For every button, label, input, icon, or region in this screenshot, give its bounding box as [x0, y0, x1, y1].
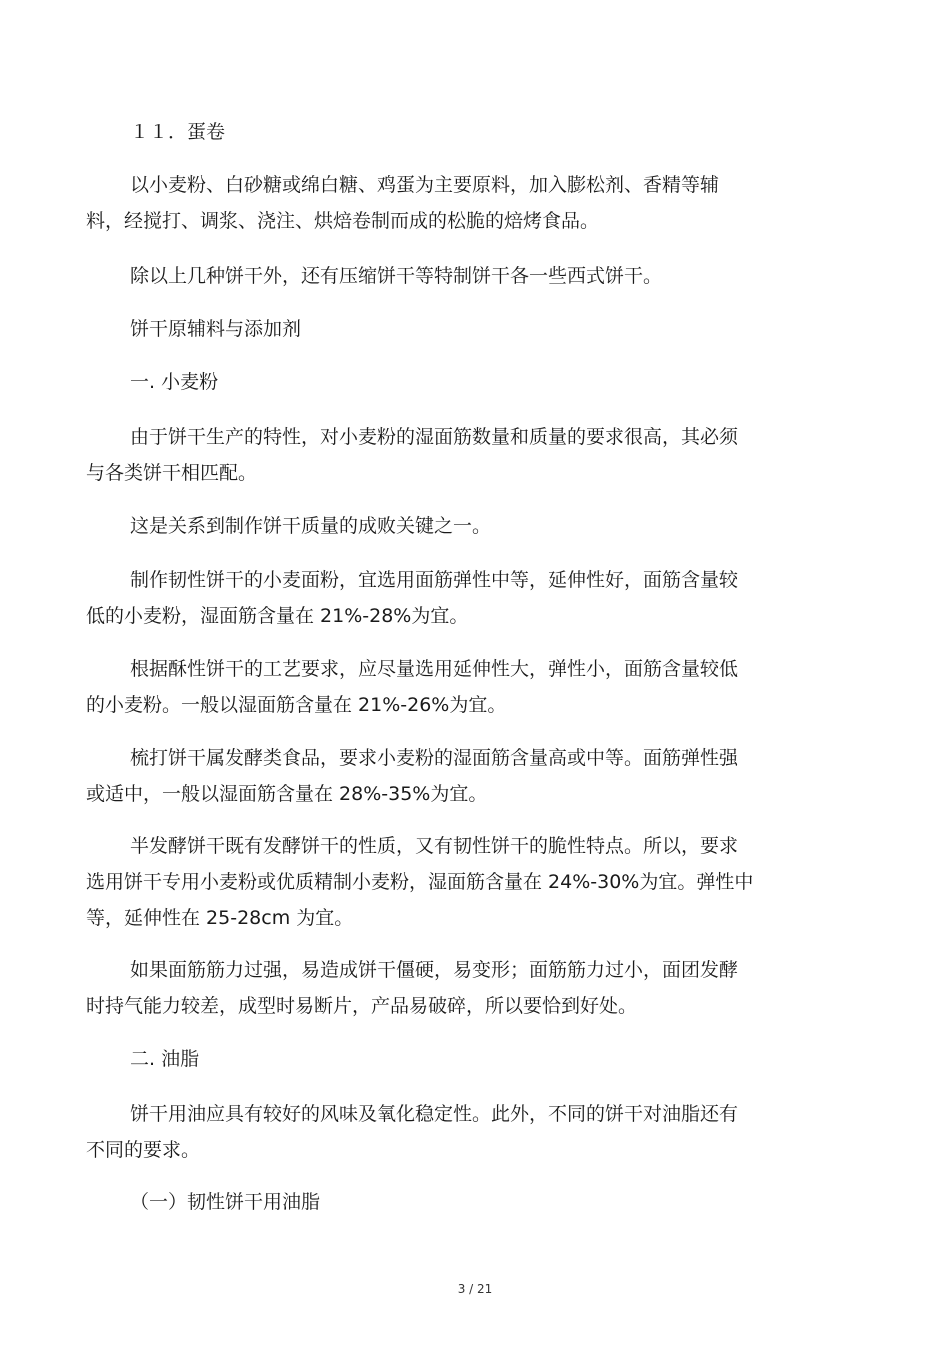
- paragraph-crisp-biscuit-flour: [86, 651, 846, 723]
- text-line: 如果面筋筋力过强，易造成饼干僵硬，易变形；面筋筋力过小，面团发酵: [130, 959, 739, 981]
- text-line: 选用饼干专用小麦粉或优质精制小麦粉，湿面筋含量在 24%-30%为宜。弹性中: [86, 871, 754, 893]
- paragraph-quality-key: [86, 508, 846, 544]
- text-line: 饼干用油应具有较好的风味及氧化稳定性。此外，不同的饼干对油脂还有: [130, 1103, 739, 1125]
- paragraph-tough-biscuit-flour: [86, 562, 846, 634]
- paragraph-flour-requirements: [86, 419, 846, 491]
- paragraph-other-biscuits: [86, 258, 846, 294]
- text-line: 与各类饼干相匹配。: [86, 462, 258, 484]
- text-line: 梳打饼干属发酵类食品，要求小麦粉的湿面筋含量高或中等。面筋弹性强: [130, 747, 739, 769]
- section-heading-ingredients: [86, 311, 846, 347]
- text-line: 二. 油脂: [130, 1048, 200, 1070]
- text-line: 这是关系到制作饼干质量的成败关键之一。: [130, 515, 492, 537]
- text-line: １１．蛋卷: [130, 121, 226, 143]
- text-line: 由于饼干生产的特性，对小麦粉的湿面筋数量和质量的要求很高，其必须: [130, 426, 739, 448]
- paragraph-gluten-strength: [86, 952, 846, 1024]
- text-line: 时持气能力较差，成型时易断片，产品易破碎，所以要恰到好处。: [86, 995, 638, 1017]
- page-number: 3 / 21: [457, 1282, 493, 1296]
- text-line: 半发酵饼干既有发酵饼干的性质，又有韧性饼干的脆性特点。所以，要求: [130, 835, 739, 857]
- section-heading-egg-roll: [86, 114, 846, 150]
- text-line: 或适中，一般以湿面筋含量在 28%-35%为宜。: [86, 783, 488, 805]
- text-line: （一）韧性饼干用油脂: [130, 1191, 321, 1213]
- text-line: 根据酥性饼干的工艺要求，应尽量选用延伸性大，弹性小，面筋含量较低: [130, 658, 739, 680]
- text-line: 一. 小麦粉: [130, 371, 219, 393]
- text-line: 不同的要求。: [86, 1139, 201, 1161]
- text-line: 饼干原辅料与添加剂: [130, 318, 302, 340]
- text-line: 制作韧性饼干的小麦面粉，宜选用面筋弹性中等，延伸性好，面筋含量较: [130, 569, 739, 591]
- text-line: 等，延伸性在 25-28cm 为宜。: [86, 907, 354, 929]
- text-line: 低的小麦粉，湿面筋含量在 21%-28%为宜。: [86, 605, 469, 627]
- text-line: 除以上几种饼干外，还有压缩饼干等特制饼干各一些西式饼干。: [130, 265, 663, 287]
- paragraph-semi-fermented-flour: [86, 828, 846, 936]
- text-line: 以小麦粉、白砂糖或绵白糖、鸡蛋为主要原料，加入膨松剂、香精等辅: [130, 174, 720, 196]
- paragraph-soda-cracker-flour: [86, 740, 846, 812]
- subheading-oils-fats: [86, 1041, 846, 1077]
- paragraph-egg-roll-definition: [86, 167, 846, 239]
- subheading-tough-biscuit-oil: [86, 1184, 846, 1220]
- text-line: 料，经搅打、调浆、浇注、烘焙卷制而成的松脆的焙烤食品。: [86, 210, 600, 232]
- text-line: 的小麦粉。一般以湿面筋含量在 21%-26%为宜。: [86, 694, 507, 716]
- subheading-wheat-flour: [86, 364, 846, 400]
- paragraph-oil-requirements: [86, 1096, 846, 1168]
